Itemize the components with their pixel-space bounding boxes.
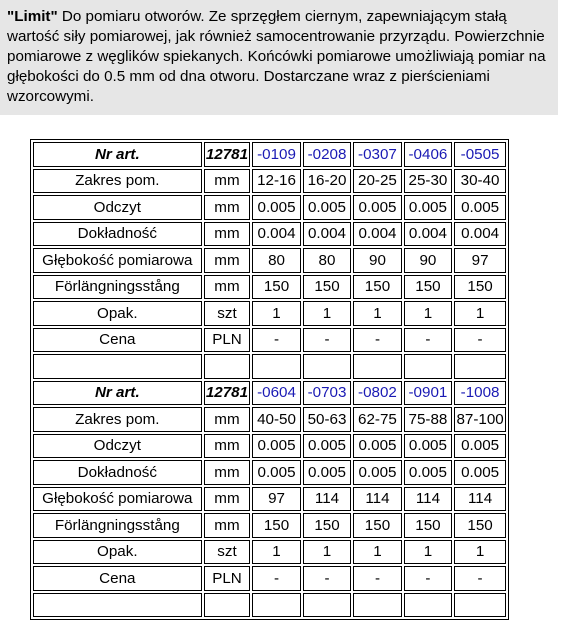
spec-unit: mm	[204, 195, 251, 220]
product-description	[0, 0, 558, 115]
empty-cell	[454, 593, 506, 618]
spec-value: 1	[252, 301, 300, 326]
spec-row	[33, 513, 506, 538]
spec-value: 0.005	[454, 434, 506, 459]
spec-table	[30, 139, 509, 620]
spec-value: -	[404, 566, 452, 591]
spec-label: Förlängningsstång	[33, 513, 202, 538]
empty-cell	[303, 593, 351, 618]
spec-unit: mm	[204, 222, 251, 247]
empty-cell	[252, 593, 300, 618]
spec-label: Zakres pom.	[33, 169, 202, 194]
spec-value: -	[404, 328, 452, 353]
spec-label: Cena	[33, 566, 202, 591]
spec-value: 114	[404, 487, 452, 512]
spec-value: 1	[303, 540, 351, 565]
spec-label: Förlängningsstång	[33, 275, 202, 300]
article-code: -0703	[303, 381, 351, 406]
spec-value: 150	[454, 275, 506, 300]
spec-value: 0.005	[404, 434, 452, 459]
description-text: Do pomiaru otworów. Ze sprzęgłem ciernym, zapewniającym stałą wartość siły pomiarowej, jak również samocentrowanie przyrządu. Powierzchnie pomiarowe z węglików spiekanych. Końcówki pomiarowe umożliwiają pomiar na głębokości do 0.5 mm od dna otworu. Dostarczane wraz z pierścieniami wzorcowymi.	[7, 8, 546, 105]
empty-cell	[404, 354, 452, 379]
spec-value: 1	[303, 301, 351, 326]
spec-label: Odczyt	[33, 195, 202, 220]
article-code: -0406	[404, 142, 452, 167]
spec-label: Opak.	[33, 540, 202, 565]
spec-value: 75-88	[404, 407, 452, 432]
spec-value: 0.004	[404, 222, 452, 247]
spec-value: -	[353, 566, 401, 591]
empty-cell	[454, 354, 506, 379]
spec-value: 0.005	[303, 460, 351, 485]
spec-unit: mm	[204, 513, 251, 538]
spec-value: 0.005	[353, 460, 401, 485]
article-code: -0604	[252, 381, 300, 406]
spec-label: Opak.	[33, 301, 202, 326]
article-code: -0109	[252, 142, 300, 167]
spec-value: 80	[252, 248, 300, 273]
empty-cell	[33, 593, 202, 618]
spec-value: 0.004	[303, 222, 351, 247]
spec-value: 0.005	[252, 195, 300, 220]
spec-value: 0.004	[252, 222, 300, 247]
spec-label: Dokładność	[33, 222, 202, 247]
spec-value: 1	[454, 301, 506, 326]
article-code: -0307	[353, 142, 401, 167]
spec-value: 150	[404, 513, 452, 538]
spec-value: -	[353, 328, 401, 353]
spec-value: 0.005	[404, 195, 452, 220]
spec-row	[33, 222, 506, 247]
header-row	[33, 381, 506, 406]
spec-unit: mm	[204, 248, 251, 273]
spec-value: 1	[404, 540, 452, 565]
brand-name: "Limit"	[7, 8, 58, 25]
spec-value: 97	[454, 248, 506, 273]
spec-value: 0.004	[454, 222, 506, 247]
spec-value: 90	[404, 248, 452, 273]
spec-value: 12-16	[252, 169, 300, 194]
spec-value: 150	[303, 275, 351, 300]
spec-value: 40-50	[252, 407, 300, 432]
spacer-row	[33, 593, 506, 618]
spec-value: 150	[303, 513, 351, 538]
spec-value: 97	[252, 487, 300, 512]
spec-value: -	[303, 566, 351, 591]
spec-unit: mm	[204, 460, 251, 485]
spec-unit: mm	[204, 487, 251, 512]
spec-row	[33, 301, 506, 326]
spec-value: 150	[404, 275, 452, 300]
spec-value: 16-20	[303, 169, 351, 194]
empty-cell	[252, 354, 300, 379]
spec-value: -	[252, 328, 300, 353]
spacer-row	[33, 354, 506, 379]
spec-value: 1	[252, 540, 300, 565]
spec-value: 0.005	[353, 195, 401, 220]
spec-unit: szt	[204, 540, 251, 565]
spec-value: 1	[454, 540, 506, 565]
spec-row	[33, 460, 506, 485]
spec-value: 0.005	[303, 195, 351, 220]
article-base-number: 12781	[204, 142, 251, 167]
spec-value: 90	[353, 248, 401, 273]
article-code: -0802	[353, 381, 401, 406]
spec-unit: mm	[204, 434, 251, 459]
spec-value: 62-75	[353, 407, 401, 432]
spec-value: -	[252, 566, 300, 591]
header-row	[33, 142, 506, 167]
spec-value: -	[454, 566, 506, 591]
spec-label: Cena	[33, 328, 202, 353]
empty-cell	[33, 354, 202, 379]
spec-value: 114	[454, 487, 506, 512]
spec-value: 80	[303, 248, 351, 273]
spec-unit: PLN	[204, 566, 251, 591]
spec-value: 150	[353, 513, 401, 538]
spec-label: Głębokość pomiarowa	[33, 248, 202, 273]
spec-row	[33, 566, 506, 591]
spec-value: 0.005	[353, 434, 401, 459]
spec-value: 30-40	[454, 169, 506, 194]
empty-cell	[303, 354, 351, 379]
spec-unit: mm	[204, 275, 251, 300]
spec-row	[33, 487, 506, 512]
spec-value: 0.005	[404, 460, 452, 485]
spec-value: 87-100	[454, 407, 506, 432]
spec-row	[33, 328, 506, 353]
spec-value: 1	[353, 301, 401, 326]
spec-value: 50-63	[303, 407, 351, 432]
spec-value: 25-30	[404, 169, 452, 194]
spec-value: 0.005	[454, 195, 506, 220]
spec-value: 150	[454, 513, 506, 538]
spec-row	[33, 195, 506, 220]
empty-cell	[353, 354, 401, 379]
spec-row	[33, 275, 506, 300]
spec-unit: szt	[204, 301, 251, 326]
spec-row	[33, 434, 506, 459]
spec-row	[33, 407, 506, 432]
article-code: -0901	[404, 381, 452, 406]
spec-value: 150	[252, 275, 300, 300]
spec-unit: mm	[204, 169, 251, 194]
spec-row	[33, 540, 506, 565]
spec-value: 1	[353, 540, 401, 565]
article-code: -0208	[303, 142, 351, 167]
spec-label: Zakres pom.	[33, 407, 202, 432]
article-base-number: 12781	[204, 381, 251, 406]
spec-value: 0.005	[252, 460, 300, 485]
article-code: -0505	[454, 142, 506, 167]
article-label: Nr art.	[33, 142, 202, 167]
spec-row	[33, 248, 506, 273]
empty-cell	[204, 354, 251, 379]
article-label: Nr art.	[33, 381, 202, 406]
spec-value: 20-25	[353, 169, 401, 194]
spec-value: 0.005	[252, 434, 300, 459]
spec-value: 150	[353, 275, 401, 300]
spec-label: Dokładność	[33, 460, 202, 485]
spec-value: 1	[404, 301, 452, 326]
spec-label: Odczyt	[33, 434, 202, 459]
spec-value: -	[454, 328, 506, 353]
spec-value: 114	[303, 487, 351, 512]
spec-unit: mm	[204, 407, 251, 432]
spec-value: 0.005	[454, 460, 506, 485]
spec-row	[33, 169, 506, 194]
spec-label: Głębokość pomiarowa	[33, 487, 202, 512]
spec-value: 150	[252, 513, 300, 538]
spec-value: 114	[353, 487, 401, 512]
article-code: -1008	[454, 381, 506, 406]
spec-value: -	[303, 328, 351, 353]
spec-value: 0.004	[353, 222, 401, 247]
empty-cell	[404, 593, 452, 618]
spec-unit: PLN	[204, 328, 251, 353]
empty-cell	[353, 593, 401, 618]
empty-cell	[204, 593, 251, 618]
spec-value: 0.005	[303, 434, 351, 459]
